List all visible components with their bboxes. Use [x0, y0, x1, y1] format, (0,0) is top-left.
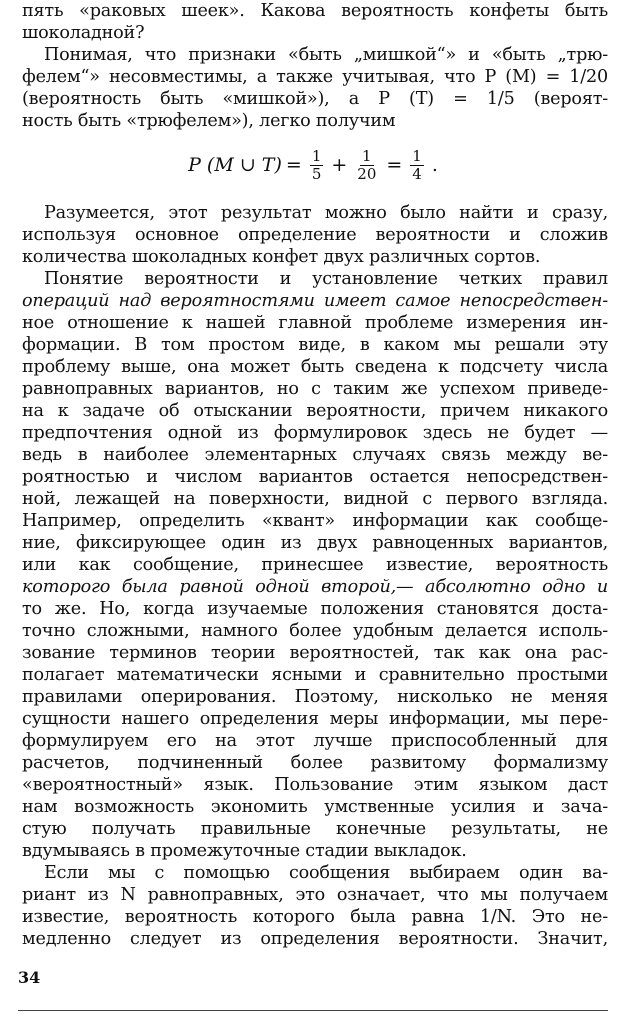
text-line: точно сложными, намного более удобным делается исполь- [22, 621, 608, 641]
text-line: предпочтения одной из формулировок здесь не будет — [22, 423, 608, 443]
text-line: нам возможность экономить умственные усилия и зача- [22, 797, 608, 817]
formula-equals: = [386, 154, 403, 176]
text-line: на к задаче об отыскании вероятности, причем никакого [22, 401, 608, 421]
text-line: используя основное определение вероятности и сложив [22, 225, 608, 245]
text-line: Понимая, что признаки «быть „мишкой“» и «быть „трю- [44, 45, 608, 65]
text-line: Разумеется, этот результат можно было найти и сразу, [44, 203, 608, 223]
text-line: Например, определить «квант» информации как сообще- [22, 511, 608, 531]
fraction-denominator: 4 [412, 164, 422, 183]
text-line: полагает математически ясными и сравнительно простыми [22, 665, 608, 685]
text-line: сущности нашего определения меры информации, мы пере- [22, 709, 608, 729]
fraction-1-5 [310, 148, 324, 183]
text-line: количества шоколадных конфет двух различных сортов. [22, 247, 541, 267]
text-line: то же. Но, когда изучаемые положения становятся доста- [22, 599, 608, 619]
text-line: стую получать правильные конечные результаты, не [22, 819, 608, 839]
text-line: которого была равной одной второй,— абсолютно одно и [22, 577, 608, 597]
formula-plus: + [331, 154, 348, 176]
text-line: ведь в наиболее элементарных случаях связь между ве- [22, 445, 608, 465]
text-line: проблему выше, она может быть сведена к подсчету числа [22, 357, 608, 377]
probability-formula [22, 136, 608, 194]
bottom-rule [18, 1010, 608, 1011]
fraction-denominator: 5 [311, 164, 322, 183]
fraction-1-4 [410, 148, 424, 183]
text-line: ность быть «трюфелем»), легко получим [22, 111, 396, 131]
body-text [22, 0, 608, 950]
text-line: вдумываясь в промежуточные стадии выкладок. [22, 841, 467, 861]
fraction-numerator: 1 [311, 146, 322, 165]
text-line: Понятие вероятности и установление четких правил [44, 269, 608, 289]
text-line: ние, фиксирующее один из двух равноценных вариантов, [22, 533, 608, 553]
text-line: ной, лежащей на поверхности, видной с первого взгляда. [22, 489, 608, 509]
text-line: операций над вероятностями имеет самое непосредствен- [22, 291, 608, 311]
text-line: фелем“» несовместимы, а также учитывая, что P (M) = 1/20 [22, 67, 608, 87]
text-line: равноправных вариантов, но с таким же успехом приведе- [22, 379, 608, 399]
fraction-numerator: 1 [412, 146, 422, 165]
text-line: «вероятностный» язык. Пользование этим языком даст [22, 775, 608, 795]
text-line: или как сообщение, принесшее известие, вероятность [22, 555, 608, 575]
text-line: шоколадной? [22, 23, 145, 43]
text-line: медленно следует из определения вероятности. Значит, [22, 929, 608, 949]
text-line: ное отношение к нашей главной проблеме измерения ин- [22, 313, 608, 333]
fraction-numerator: 1 [362, 146, 372, 165]
text-line: Если мы с помощью сообщения выбираем один ва- [44, 863, 608, 883]
formula-equals: = [285, 154, 302, 176]
formula-lhs: P (M ∪ T) [188, 154, 282, 176]
page-number: 34 [18, 968, 41, 987]
text-line: (вероятность быть «мишкой»), а P (T) = 1/5 (вероят- [22, 89, 608, 109]
text-line: формулируем его на этот лучше приспособленный для [22, 731, 608, 751]
text-line: пять «раковых шеек». Какова вероятность конфеты быть [22, 1, 608, 21]
text-line: правилами оперирования. Поэтому, нисколько не меняя [22, 687, 608, 707]
text-line: известие, вероятность которого была равна 1/N. Это не- [22, 907, 608, 927]
fraction-1-20 [355, 148, 378, 183]
text-line: риант из N равноправных, это означает, что мы получаем [22, 885, 608, 905]
text-line: роятностью и числом вариантов остается непосредствен- [22, 467, 608, 487]
fraction-denominator: 20 [357, 164, 377, 183]
text-line: зование терминов теории вероятностей, так как она рас- [22, 643, 608, 663]
text-line: формации. В том простом виде, в каком мы решали эту [22, 335, 608, 355]
formula-period: . [431, 154, 438, 176]
text-line: расчетов, подчиненный более развитому формализму [22, 753, 608, 773]
